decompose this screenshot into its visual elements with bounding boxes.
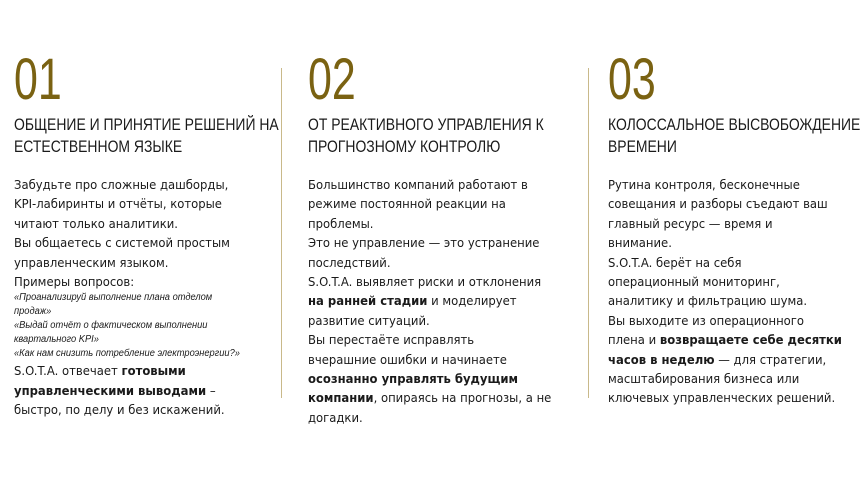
column-heading (14, 114, 279, 158)
body-emphasis: готовыми (121, 363, 186, 379)
body-emphasis: часов в неделю (608, 351, 715, 367)
body-line: Примеры вопросов: (14, 274, 135, 290)
body-line: Вы перестаёте исправлять (308, 332, 475, 348)
body-line: совещания и разборы съедают ваш (608, 196, 828, 212)
heading-line: ВРЕМЕНИ (608, 137, 677, 156)
body-line: Забудьте про сложные дашборды, (14, 177, 229, 192)
example-question: продаж» (14, 306, 52, 318)
body-line: развитие ситуаций. (308, 312, 430, 328)
column-heading (608, 114, 864, 158)
body-line: Рутина контроля, бесконечные (608, 177, 800, 192)
body-line: режиме постоянной реакции на (308, 196, 506, 212)
body-line (608, 350, 865, 369)
body-text: S.O.T.A. отвечает (14, 363, 122, 379)
body-line (308, 369, 583, 388)
body-emphasis: управленческими выводами (14, 382, 207, 398)
body-line: проблемы. (308, 215, 374, 231)
body-line: Это не управление — это устранение (308, 235, 540, 251)
body-line: масштабирования бизнеса или (608, 371, 800, 387)
heading-line: ОБЩЕНИЕ И ПРИНЯТИЕ РЕШЕНИЙ НА (14, 115, 279, 134)
body-line (14, 381, 277, 400)
body-text: – (206, 382, 216, 398)
body-text: , опираясь на прогнозы, а не (373, 390, 552, 406)
body-line: вчерашние ошибки и начинаете (308, 351, 507, 367)
example-question: «Проанализируй выполнение плана отделом (14, 292, 213, 304)
column-1 (14, 47, 279, 420)
body-line: управленческим языком. (14, 254, 169, 270)
body-line: ключевых управленческих решений. (608, 390, 836, 406)
body-line: читают только аналитики. (14, 215, 178, 231)
column-body (608, 175, 865, 408)
heading-line: ОТ РЕАКТИВНОГО УПРАВЛЕНИЯ К (308, 115, 544, 134)
body-line: KPI-лабиринты и отчёты, которые (14, 196, 222, 212)
body-line (608, 330, 865, 349)
body-line: Большинство компаний работают в (308, 177, 528, 192)
body-line: Вы выходите из операционного (608, 312, 804, 328)
column-3 (608, 47, 864, 408)
body-emphasis: компании (308, 390, 374, 406)
column-number: 01 (14, 47, 62, 112)
body-emphasis: осознанно управлять будущим (308, 371, 519, 387)
body-line: S.O.T.A. берёт на себя (608, 254, 742, 270)
example-question: «Выдай отчёт о фактическом выполнении (14, 320, 208, 332)
body-line: быстро, по делу и без искажений. (14, 402, 225, 418)
body-line (308, 291, 583, 310)
body-text: плена и (608, 332, 660, 348)
body-line (14, 361, 277, 380)
body-line: Вы общаетесь с системой простым (14, 235, 230, 251)
body-emphasis: на ранней стадии (308, 293, 428, 309)
column-number: 02 (308, 47, 356, 112)
heading-line: ПРОГНОЗНОМУ КОНТРОЛЮ (308, 137, 501, 156)
column-body (308, 175, 583, 427)
column-body (14, 175, 277, 420)
column-divider (281, 68, 282, 398)
example-question: «Как нам снизить потребление электроэнергии?» (14, 348, 240, 360)
body-text: и моделирует (427, 293, 517, 309)
body-emphasis: возвращаете себе десятки (659, 332, 842, 348)
body-line: аналитику и фильтрацию шума. (608, 293, 808, 309)
body-line: догадки. (308, 409, 363, 425)
column-divider (588, 68, 589, 398)
column-heading (308, 114, 582, 158)
body-line: главный ресурс — время и (608, 215, 773, 231)
column-number: 03 (608, 47, 656, 112)
body-line (308, 388, 583, 407)
heading-line: КОЛОССАЛЬНОЕ ВЫСВОБОЖДЕНИЕ (608, 115, 861, 134)
body-line: последствий. (308, 254, 391, 270)
body-line: S.O.T.A. выявляет риски и отклонения (308, 274, 542, 290)
body-text: — для стратегии, (714, 351, 827, 367)
body-line: операционный мониторинг, (608, 274, 780, 290)
body-line: внимание. (608, 235, 672, 251)
column-2 (308, 47, 582, 427)
example-question: квартального KPI» (14, 334, 99, 346)
heading-line: ЕСТЕСТВЕННОМ ЯЗЫКЕ (14, 137, 183, 156)
